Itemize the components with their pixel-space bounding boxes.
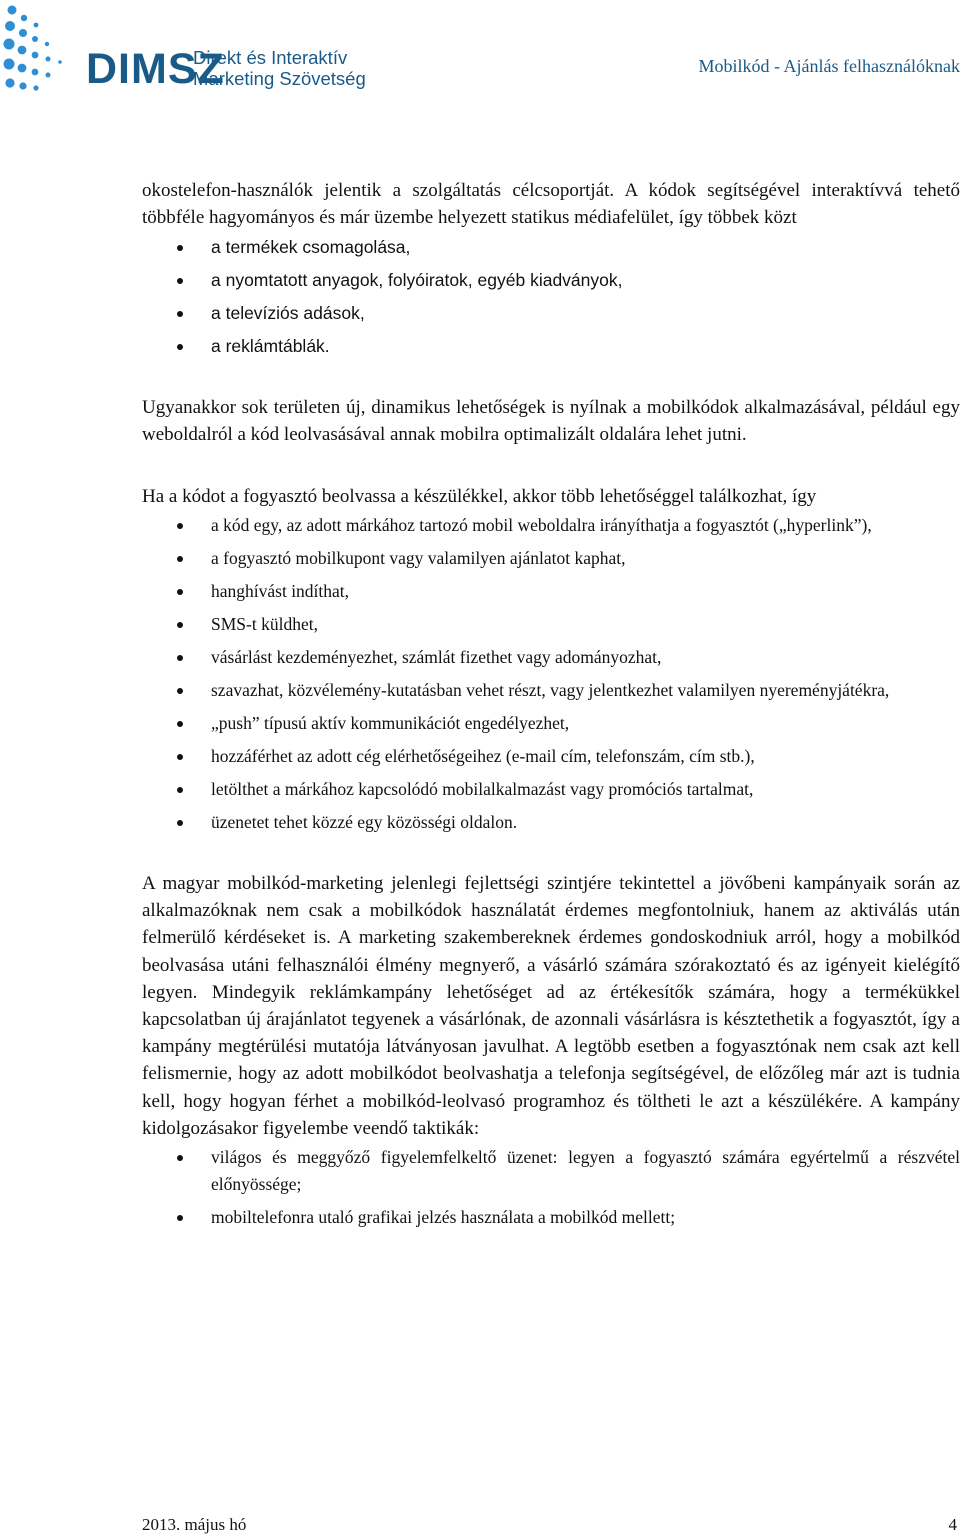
list-item-text: a nyomtatott anyagok, folyóiratok, egyéb kiadványok, (211, 269, 623, 290)
list-item (142, 300, 960, 327)
list-item-text: „push” típusú aktív kommunikációt engedélyezhet, (211, 713, 570, 734)
running-header-title: Mobilkód - Ajánlás felhasználóknak (698, 56, 960, 76)
bullet-icon (177, 589, 183, 595)
bullet-icon (177, 721, 183, 727)
list-item (142, 710, 960, 737)
list-item-text: vásárlást kezdeményezhet, számlát fizethet vagy adományozhat, (211, 647, 662, 668)
document-body (142, 177, 960, 1231)
list-item-text: a televíziós adások, (211, 302, 365, 323)
list-item-text: SMS-t küldhet, (211, 614, 318, 635)
campaign-tactics-paragraph: A magyar mobilkód-marketing jelenlegi fejlettségi szintjére tekintettel a jövőbeni kampányaik során az alkalmazóknak nem csak a mobilkódok használatát érdemes megfontolniuk, hanem az aktiválás után felmerülő kérdéseket is. A marketing szakembereknek érdemes gondoskodniuk arról, hogy a mobilkód beolvasása utáni felhasználói élmény megnyerő, a vásárló számára szórakoztató és az igényeit kielégítő legyen. Mindegyik reklámkampány lehetőséget ad az értékesítők számára, hogy a termékükkel kapcsolatban új árajánlatot tegyenek a vásárlónak, de azonnali vásárlásra is késztethetik a fogyasztót, így a kampány megtérülési mutatója látványosan javulhat. A legtöbb esetben a fogyasztónak nem csak azt kell felismernie, hogy az adott mobilkódot beolvashatja a telefonja segítségével, de előzőleg már azt is tudnia kell, hogy hogyan férhet a mobilkód-leolvasó programhoz és töltheti le azt a készülékére. A kampány kidolgozásakor figyelembe veendő taktikák: (142, 873, 960, 1139)
bullet-icon (177, 344, 183, 350)
bullet-icon (177, 655, 183, 661)
list-item (142, 611, 960, 638)
bullet-icon (177, 754, 183, 760)
list-item (142, 776, 960, 803)
list-item (142, 267, 960, 294)
list-item-text: világos és meggyőző figyelemfelkeltő üzenet: legyen a fogyasztó számára egyértelmű a részvétel előnyössége; (211, 1147, 960, 1195)
list-item-text: szavazhat, közvélemény-kutatásban vehet részt, vagy jelentkezhet valamilyen nyereményjátékra, (211, 680, 890, 701)
page-number: 4 (948, 1515, 957, 1534)
scan-options-list (142, 512, 960, 836)
list-item-text: a fogyasztó mobilkupont vagy valamilyen ajánlatot kaphat, (211, 548, 626, 569)
bullet-icon (177, 1155, 183, 1161)
list-item (142, 644, 960, 671)
scan-options-paragraph: Ha a kódot a fogyasztó beolvassa a készülékkel, akkor több lehetőséggel találkozhat, így (142, 485, 817, 507)
bullet-icon (177, 1215, 183, 1221)
list-item-text: letölthet a márkához kapcsolódó mobilalkalmazást vagy promóciós tartalmat, (211, 779, 754, 800)
list-item-text: a kód egy, az adott márkához tartozó mobil weboldalra irányíthatja a fogyasztót („hyperlink”), (211, 515, 872, 536)
bullet-icon (177, 556, 183, 562)
list-item (142, 1204, 960, 1231)
list-item-text: a termékek csomagolása, (211, 236, 411, 257)
list-item-text: üzenetet tehet közzé egy közösségi oldalon. (211, 812, 518, 833)
list-item (142, 234, 960, 261)
bullet-icon (177, 523, 183, 529)
list-item-text: hanghívást indíthat, (211, 581, 350, 602)
list-item (142, 809, 960, 836)
bullet-icon (177, 278, 183, 284)
list-item (142, 677, 960, 704)
list-item-text: a reklámtáblák. (211, 335, 330, 356)
media-surfaces-list (142, 234, 960, 360)
list-item-text: mobiltelefonra utaló grafikai jelzés használata a mobilkód mellett; (211, 1207, 676, 1228)
list-item-text: hozzáférhet az adott cég elérhetőségeihez (e-mail cím, telefonszám, cím stb.), (211, 746, 755, 767)
intro-paragraph: okostelefon-használók jelentik a szolgáltatás célcsoportját. A kódok segítségével interaktívvá tehető többféle hagyományos és már üzembe helyezett statikus médiafelület, így többek közt (142, 180, 960, 229)
list-item (142, 1144, 960, 1198)
list-item (142, 545, 960, 572)
bullet-icon (177, 622, 183, 628)
bullet-icon (177, 787, 183, 793)
bullet-icon (177, 688, 183, 694)
list-item (142, 743, 960, 770)
dimsz-logo-dots-icon (0, 0, 86, 100)
logo-wordmark: DIMSZ (86, 45, 225, 93)
page-header (0, 0, 960, 100)
campaign-tactics-list (142, 1144, 960, 1231)
list-item (142, 333, 960, 360)
logo-tagline-line-1: Direkt és Interaktív (193, 47, 348, 68)
logo-tagline-line-2: Marketing Szövetség (193, 68, 366, 89)
opportunities-paragraph: Ugyanakkor sok területen új, dinamikus lehetőségek is nyílnak a mobilkódok alkalmazásával, például egy weboldalról a kód leolvasásával annak mobilra optimalizált oldalára lehet jutni. (142, 396, 960, 446)
bullet-icon (177, 245, 183, 251)
bullet-icon (177, 311, 183, 317)
bullet-icon (177, 820, 183, 826)
list-item (142, 578, 960, 605)
list-item (142, 512, 960, 539)
footer-date: 2013. május hó (142, 1515, 247, 1534)
